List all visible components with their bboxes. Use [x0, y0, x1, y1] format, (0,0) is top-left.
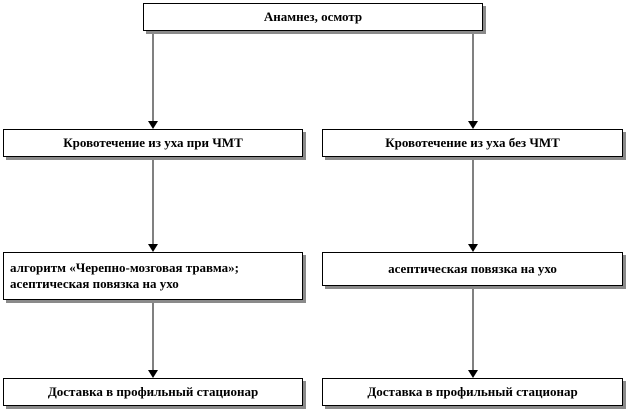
root-node-label: Анамнез, осмотр — [263, 9, 363, 24]
right-condition-node — [322, 129, 623, 157]
right-action-label: асептическая повязка на ухо — [388, 261, 557, 276]
left-action-node — [3, 252, 303, 300]
left-action-line-1: алгоритм «Черепно-мозговая травма»; — [10, 260, 239, 275]
left-outcome-node — [3, 378, 303, 406]
right-condition-label: Кровотечение из уха без ЧМТ — [385, 135, 560, 150]
right-outcome-node — [322, 378, 623, 406]
left-action-line-2: асептическая повязка на ухо — [10, 276, 179, 291]
right-outcome-label: Доставка в профильный стационар — [367, 384, 578, 399]
left-condition-label: Кровотечение из уха при ЧМТ — [63, 135, 243, 150]
left-condition-node — [3, 129, 303, 157]
root-node-anamnesis — [143, 3, 483, 31]
left-outcome-label: Доставка в профильный стационар — [47, 384, 259, 399]
right-action-node — [322, 252, 623, 286]
